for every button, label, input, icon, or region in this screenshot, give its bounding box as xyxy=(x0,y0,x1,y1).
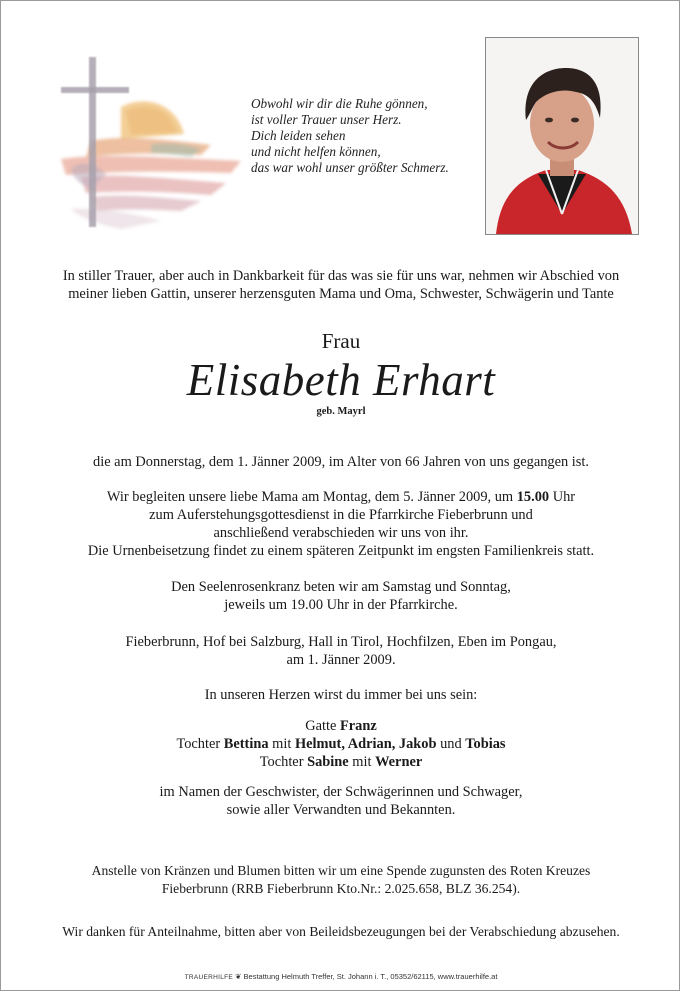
relatives xyxy=(1,783,680,819)
place-date xyxy=(1,633,680,669)
funeral-line-4: Die Urnenbeisetzung findet zu einem späteren Zeitpunkt im engsten Familienkreis statt. xyxy=(87,543,595,559)
poem-line: und nicht helfen können, xyxy=(251,144,381,159)
rosary-info xyxy=(1,578,680,614)
donation-line-2: Fieberbrunn (RRB Fieberbrunn Kto.Nr.: 2.025.658, BLZ 36.254). xyxy=(161,881,521,896)
footer-text: Bestattung Helmuth Treffer, St. Johann i. T., 05352/62115, www.trauerhilfe.at xyxy=(243,972,498,981)
date-line: am 1. Jänner 2009. xyxy=(286,652,396,668)
family-husband xyxy=(1,717,680,735)
intro-line-2: meiner lieben Gattin, unserer herzensguten Mama und Oma, Schwester, Schwägerin und Tante xyxy=(68,286,614,302)
place-line: Fieberbrunn, Hof bei Salzburg, Hall in Tirol, Hochfilzen, Eben im Pongau, xyxy=(125,634,557,650)
donation xyxy=(1,862,680,898)
family-name: Franz xyxy=(340,718,377,734)
funeral-line-1 xyxy=(1,488,680,506)
footer-brand: TRAUERHILFE xyxy=(184,974,234,981)
poem-line: das war wohl unser größter Schmerz. xyxy=(251,160,449,175)
birth-name: geb. Mayrl xyxy=(316,406,366,417)
deceased-name: Elisabeth Erhart xyxy=(186,355,496,405)
footer xyxy=(1,972,680,981)
connector: mit xyxy=(268,736,295,752)
donation-line-1: Anstelle von Kränzen und Blumen bitten wir um eine Spende zugunsten des Roten Kreuzes xyxy=(91,863,591,878)
poem-line: Dich leiden sehen xyxy=(251,128,346,143)
hearts-line: In unseren Herzen wirst du immer bei uns sein: xyxy=(204,687,478,703)
funeral-line-2: zum Auferstehungsgottesdienst in die Pfarrkirche Fieberbrunn und xyxy=(149,507,533,523)
salutation: Frau xyxy=(321,329,361,353)
poem-line: Obwohl wir dir die Ruhe gönnen, xyxy=(251,96,428,111)
family-name: Tobias xyxy=(465,736,506,752)
family-name: Sabine xyxy=(307,754,349,770)
relation-label: Tochter xyxy=(176,736,224,752)
poem xyxy=(251,96,449,176)
portrait-photo xyxy=(485,37,639,235)
funeral-line-3: anschließend verabschieden wir uns von ihr. xyxy=(213,525,469,541)
family-daughter-1 xyxy=(1,735,680,753)
relation-label: Gatte xyxy=(305,718,340,734)
thanks: Wir danken für Anteilnahme, bitten aber von Beileidsbezeugungen bei der Verabschiedung abzusehen. xyxy=(62,924,620,939)
family-name: Bettina xyxy=(223,736,269,752)
intro-line-1: In stiller Trauer, aber auch in Dankbarkeit für das was sie für uns war, nehmen wir Abschied von xyxy=(62,268,620,284)
family-name: Werner xyxy=(375,754,423,770)
family-daughter-2 xyxy=(1,753,680,771)
family-name: Helmut, Adrian, Jakob xyxy=(294,736,437,752)
relatives-line-2: sowie aller Verwandten und Bekannten. xyxy=(226,802,456,818)
relation-label: Tochter xyxy=(259,754,308,770)
funeral-line-1-suffix: Uhr xyxy=(549,489,576,505)
relatives-line-1: im Namen der Geschwister, der Schwägerinnen und Schwager, xyxy=(159,784,523,800)
poem-line: ist voller Trauer unser Herz. xyxy=(251,112,402,127)
rosary-line-2: jeweils um 19.00 Uhr in der Pfarrkirche. xyxy=(224,597,458,613)
family-list xyxy=(1,717,680,771)
intro xyxy=(1,267,680,303)
cross-sunset-illustration xyxy=(51,49,251,241)
leaf-icon: ❦ xyxy=(235,972,242,981)
funeral-line-1-text: Wir begleiten unsere liebe Mama am Montag, dem 5. Jänner 2009, um xyxy=(106,489,517,505)
connector: mit xyxy=(348,754,376,770)
funeral-info xyxy=(1,488,680,560)
connector: und xyxy=(436,736,466,752)
rosary-line-1: Den Seelenrosenkranz beten wir am Samstag und Sonntag, xyxy=(171,579,511,595)
death-notice: die am Donnerstag, dem 1. Jänner 2009, im Alter von 66 Jahren von uns gegangen ist. xyxy=(93,454,589,470)
funeral-time: 15.00 xyxy=(516,489,550,505)
